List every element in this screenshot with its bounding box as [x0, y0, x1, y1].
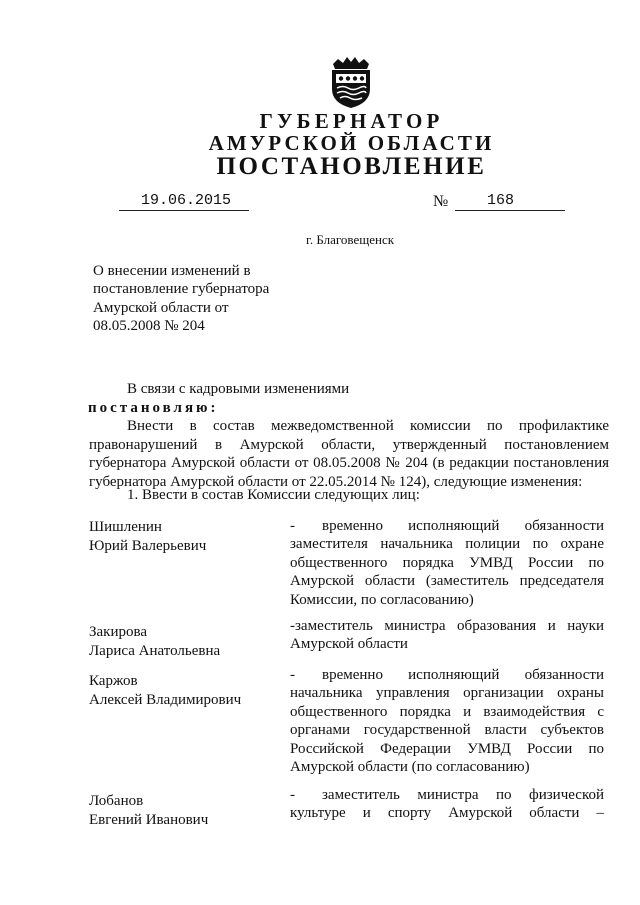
member-role: временно исполняющий обязанности заместителя начальника полиции по охране общественного порядка УМВД России по Амурской области (заместитель председателя Комиссии, по согласованию)	[290, 518, 604, 608]
member-role: заместитель министра образования и науки Амурской области	[290, 618, 604, 653]
member-name	[89, 672, 241, 709]
member-dash: -	[290, 667, 295, 683]
member-surname: Лобанов	[89, 793, 144, 809]
member-name	[89, 623, 220, 660]
member-surname: Каржов	[89, 673, 138, 689]
member-description	[290, 617, 604, 654]
member-dash: -	[290, 518, 295, 534]
document-number: 168	[487, 192, 515, 209]
number-underline	[455, 210, 565, 211]
member-name	[89, 792, 208, 829]
document-date: 19.06.2015	[141, 192, 232, 209]
member-surname: Шишленин	[89, 519, 162, 535]
subject-line: постановление губернатора	[93, 281, 270, 298]
city-label: г. Благовещенск	[306, 232, 395, 247]
date-underline	[119, 210, 249, 211]
decree-word: постановляю:	[88, 400, 219, 416]
member-role: временно исполняющий обязанности начальника управления организации охраны общественного порядка и взаимодействия с органами государственной власти субъектов Российской Федерации УМВД России по Амурской области (по согласованию)	[290, 667, 604, 776]
member-description	[290, 786, 604, 823]
member-description	[290, 666, 604, 776]
member-dash: -	[290, 618, 295, 634]
member-given-name: Евгений Иванович	[89, 811, 209, 828]
member-surname: Закирова	[89, 624, 148, 640]
subject-line: О внесении изменений в	[93, 263, 251, 279]
subject-line: Амурской области от	[93, 299, 229, 316]
intro-paragraph: В связи с кадровыми изменениями	[127, 381, 350, 397]
member-dash: -	[290, 787, 295, 803]
subject-line: 08.05.2008 № 204	[93, 318, 205, 335]
member-given-name: Лариса Анатольевна	[89, 642, 221, 659]
member-description	[290, 517, 604, 609]
number-sign: №	[433, 193, 449, 210]
main-paragraph: Внести в состав межведомственной комиссии по профилактике правонарушений в Амурской области, утвержденный постановлением губернатора Амурской области от 08.05.2008 № 204 (в редакции постановления губернатора Амурской области от 22.05.2014 № 124), следующие изменения:	[89, 418, 609, 490]
member-given-name: Алексей Владимирович	[89, 691, 242, 708]
document-type: ПОСТАНОВЛЕНИЕ	[216, 153, 487, 180]
item-1: 1. Ввести в состав Комиссии следующих лиц:	[127, 487, 420, 503]
coat-of-arms-icon	[326, 55, 376, 109]
member-given-name: Юрий Валерьевич	[89, 537, 207, 554]
document-subject	[93, 262, 269, 336]
header-title: ГУБЕРНАТОР	[259, 109, 444, 133]
header-region: АМУРСКОЙ ОБЛАСТИ	[208, 131, 495, 155]
member-role: заместитель министра по физической культуре и спорту Амурской области –	[290, 787, 604, 822]
member-name	[89, 518, 206, 555]
